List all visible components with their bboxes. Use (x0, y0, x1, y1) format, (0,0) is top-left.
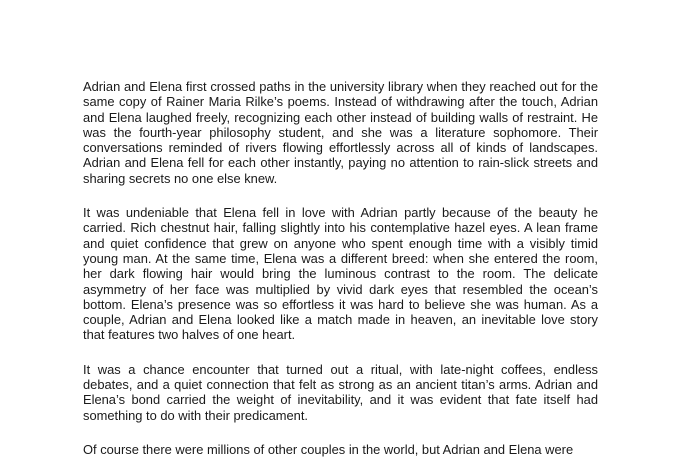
document-body (83, 79, 598, 459)
paragraph-2: It was undeniable that Elena fell in love with Adrian partly because of the beauty he carried. Rich chestnut hair, falling slightly into his contemplative hazel eyes. A lean frame and quiet confidence that grew on anyone who spent enough time with a visibly timid young man. At the same time, Elena was a different breed: when she entered the room, her dark flowing hair would bring the luminous contrast to the room. The delicate asymmetry of her face was multiplied by vivid dark eyes that resembled the ocean’s bottom. Elena’s presence was so effortless it was hard to believe she was human. As a couple, Adrian and Elena looked like a match made in heaven, an inevitable love story that features two halves of one heart. (83, 205, 598, 343)
paragraph-4: Of course there were millions of other couples in the world, but Adrian and Elena were (83, 441, 574, 457)
paragraph-1: Adrian and Elena first crossed paths in the university library when they reached out for the same copy of Rainer Maria Rilke’s poems. Instead of withdrawing after the touch, Adrian and Elena laughed freely, recognizing each other instead of building walls of restraint. He was the fourth-year philosophy student, and she was a literature sophomore. Their conversations reminded of rivers flowing effortlessly across all of kinds of landscapes. Adrian and Elena fell for each other instantly, paying no attention to rain-slick streets and sharing secrets no one else knew. (83, 79, 598, 186)
paragraph-3: It was a chance encounter that turned out a ritual, with late-night coffees, endless debates, and a quiet connection that felt as strong as an ancient titan’s arms. Adrian and Elena’s bond carried the weight of inevitability, and it was evident that fate itself had something to do with their predicament. (83, 361, 598, 423)
